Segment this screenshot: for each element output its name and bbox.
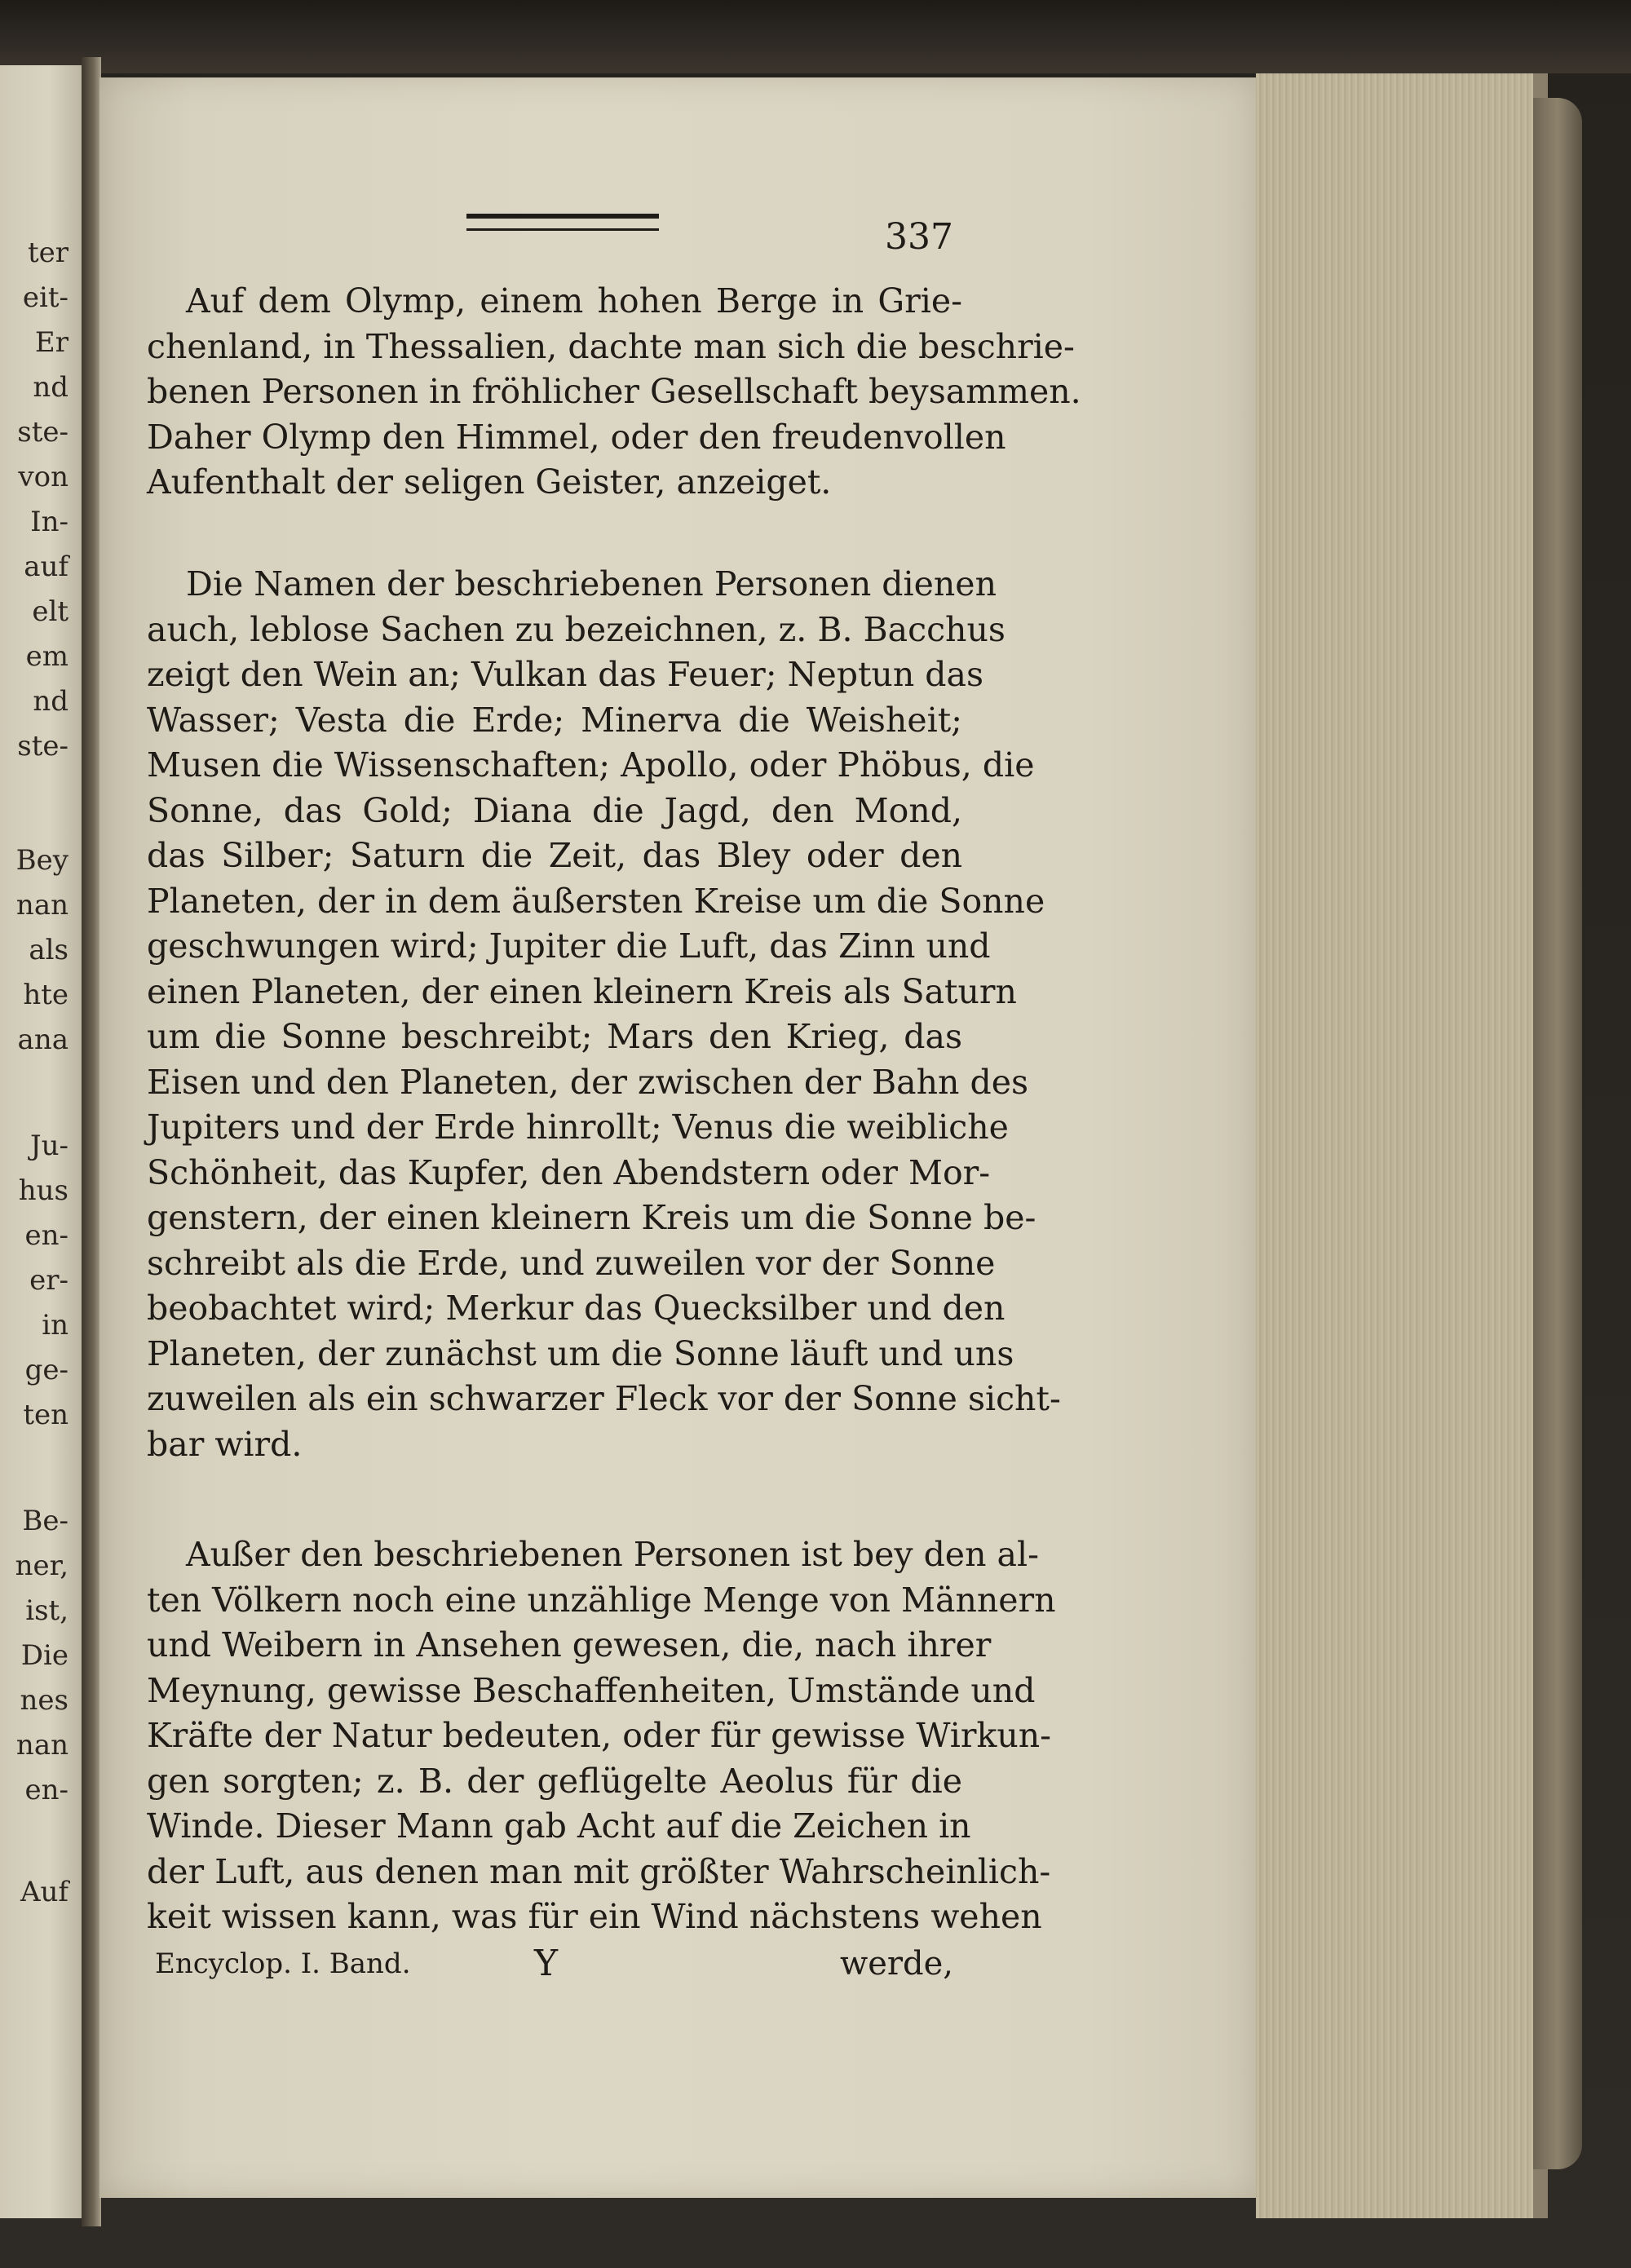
- text-line: bar wird.: [147, 1424, 303, 1464]
- text-line: beobachtet wird; Merkur das Quecksilber und den: [147, 1289, 1006, 1328]
- book-gutter: [82, 57, 101, 2226]
- left-page-text-fragment: Die: [20, 1639, 69, 1672]
- left-page-text-fragment: nes: [20, 1684, 69, 1717]
- text-line: geschwungen wird; Jupiter die Luft, das Zinn und: [147, 926, 991, 966]
- left-page-text-fragment: er-: [29, 1264, 69, 1297]
- text-line: Auf dem Olymp, einem hohen Berge in Grie-: [186, 281, 962, 321]
- left-page-text-fragment: ste-: [17, 730, 69, 763]
- left-page-text-fragment: hte: [23, 979, 69, 1011]
- left-page-text-fragment: elt: [32, 595, 69, 628]
- left-page-text-fragment: In-: [30, 506, 69, 538]
- text-line: Meynung, gewisse Beschaffenheiten, Umstände und: [147, 1670, 1036, 1710]
- left-page-text-fragment: ten: [23, 1399, 69, 1431]
- left-page-text-fragment: Er: [34, 326, 69, 359]
- catchword: werde,: [840, 1945, 954, 1983]
- left-page-text-fragment: hus: [18, 1174, 69, 1207]
- left-page-text-fragment: em: [25, 640, 69, 673]
- left-page-text-fragment: Ju-: [29, 1130, 69, 1162]
- text-line: Kräfte der Natur bedeuten, oder für gewisse Wirkun-: [147, 1716, 1052, 1755]
- text-line: Sonne, das Gold; Diana die Jagd, den Mond,: [147, 790, 962, 830]
- left-page-text-fragment: en-: [24, 1774, 69, 1806]
- text-line: Planeten, der in dem äußersten Kreise um die Sonne: [147, 881, 1045, 921]
- text-line: schreibt als die Erde, und zuweilen vor der Sonne: [147, 1243, 996, 1283]
- text-line: zeigt den Wein an; Vulkan das Feuer; Neptun das: [147, 655, 984, 694]
- page-edges: [1256, 73, 1548, 2218]
- text-line: Wasser; Vesta die Erde; Minerva die Weisheit;: [147, 700, 962, 740]
- left-page-text-fragment: Bey: [15, 844, 69, 877]
- left-page-text-fragment: von: [18, 461, 69, 493]
- text-line: Planeten, der zunächst um die Sonne läuft und uns: [147, 1333, 1014, 1373]
- text-line: genstern, der einen kleinern Kreis um die Sonne be-: [147, 1198, 1037, 1237]
- left-page-text-fragment: nd: [33, 371, 69, 404]
- header-rule: [466, 214, 659, 231]
- left-page-text-fragment: ana: [17, 1023, 69, 1056]
- left-page-text-fragment: ter: [27, 237, 69, 269]
- left-page-text-fragment: ner,: [15, 1550, 69, 1582]
- text-line: zuweilen als ein schwarzer Fleck vor der Sonne sicht-: [147, 1379, 1061, 1418]
- book-cover-edge: [1533, 98, 1582, 2169]
- left-page-edge: [0, 65, 85, 2218]
- left-page-text-fragment: en-: [24, 1219, 69, 1252]
- text-line: Aufenthalt der seligen Geister, anzeiget.: [147, 462, 832, 502]
- text-line: Außer den beschriebenen Personen ist bey den al-: [186, 1535, 1039, 1574]
- text-line: Daher Olymp den Himmel, oder den freudenvollen: [147, 417, 1006, 457]
- text-line: Musen die Wissenschaften; Apollo, oder Phöbus, die: [147, 745, 1035, 785]
- left-page-text-fragment: nan: [15, 889, 69, 922]
- text-line: Winde. Dieser Mann gab Acht auf die Zeichen in: [147, 1806, 971, 1846]
- left-page-text-fragment: nan: [15, 1729, 69, 1762]
- text-line: um die Sonne beschreibt; Mars den Krieg, das: [147, 1017, 962, 1056]
- left-page-text-fragment: in: [42, 1309, 69, 1342]
- text-line: Jupiters und der Erde hinrollt; Venus die weibliche: [147, 1107, 1009, 1147]
- left-page-text-fragment: auf: [24, 550, 69, 583]
- text-line: Schönheit, das Kupfer, den Abendstern oder Mor-: [147, 1152, 991, 1192]
- text-line: und Weibern in Ansehen gewesen, die, nach ihrer: [147, 1625, 992, 1665]
- left-page-text-fragment: nd: [33, 685, 69, 718]
- text-line: auch, leblose Sachen zu bezeichnen, z. B. Bacchus: [147, 609, 1006, 649]
- left-page-text-fragment: eit-: [22, 281, 69, 314]
- text-line: ten Völkern noch eine unzählige Menge von Männern: [147, 1580, 1056, 1620]
- page-number: 337: [885, 216, 953, 258]
- text-line: der Luft, aus denen man mit größter Wahrscheinlich-: [147, 1851, 1051, 1891]
- text-line: Eisen und den Planeten, der zwischen der Bahn des: [147, 1062, 1029, 1102]
- left-page-text-fragment: Be-: [22, 1505, 69, 1537]
- text-line: keit wissen kann, was für ein Wind nächstens wehen: [147, 1897, 1042, 1936]
- text-line: einen Planeten, der einen kleinern Kreis als Saturn: [147, 971, 1017, 1011]
- text-line: chenland, in Thessalien, dachte man sich die beschrie-: [147, 326, 1075, 366]
- left-page-text-fragment: ste-: [17, 416, 69, 449]
- signature-mark: Y: [534, 1943, 559, 1984]
- left-page-text-fragment: ge-: [24, 1354, 69, 1386]
- signature-title: Encyclop. I. Band.: [155, 1947, 411, 1980]
- background-top: [0, 0, 1631, 73]
- left-page-text-fragment: als: [29, 934, 69, 966]
- left-page-text-fragment: ist,: [25, 1594, 69, 1627]
- left-page-text-fragment: Auf: [20, 1876, 69, 1908]
- text-line: das Silber; Saturn die Zeit, das Bley oder den: [147, 836, 962, 875]
- text-line: benen Personen in fröhlicher Gesellschaft beysammen.: [147, 372, 1081, 411]
- text-line: Die Namen der beschriebenen Personen dienen: [186, 564, 997, 603]
- text-line: gen sorgten; z. B. der geflügelte Aeolus für die: [147, 1761, 962, 1801]
